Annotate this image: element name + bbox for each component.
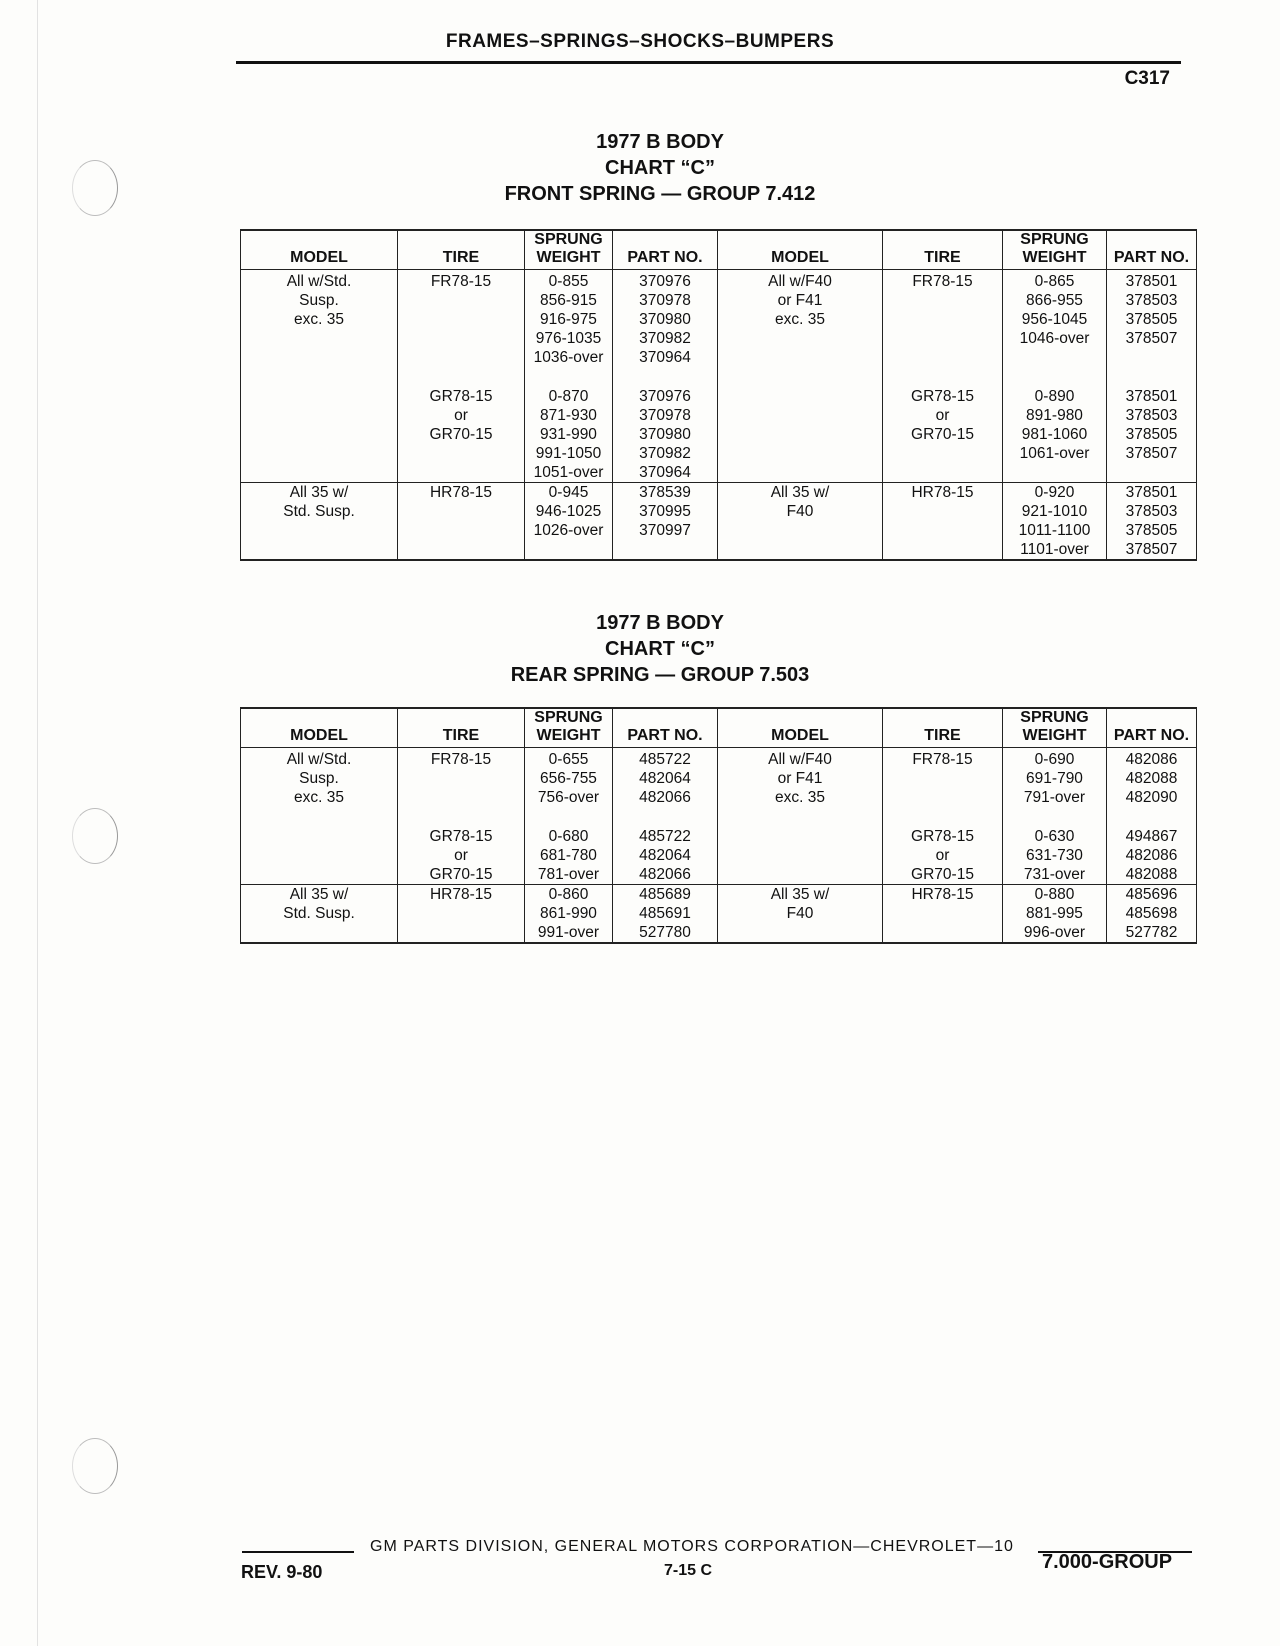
cell-line: 378505 [1125,426,1178,443]
cell-line: All 35 w/ [770,886,830,903]
cell-line: 691-790 [1026,770,1083,787]
cell-left-weight [525,748,613,810]
column-header: PART NO. [1107,230,1197,270]
cell-line: GR78-15 [911,388,974,405]
front-title-line-2: CHART “C” [605,157,715,179]
cell-line: 370976 [639,273,691,290]
column-header: PART NO. [613,230,718,270]
cell-line: 1026-over [533,522,604,539]
cell-right-model [718,748,883,810]
column-header: MODEL [241,230,398,270]
cell-line: 482066 [639,866,691,883]
cell-line: All 35 w/ [289,484,349,501]
cell-line: All w/F40 [768,751,832,768]
cell-line: All 35 w/ [770,484,830,501]
cell-right-tire [883,369,1003,483]
header-row [241,708,1197,748]
cell-line: All w/Std. [286,751,352,768]
cell-line: 956-1045 [1021,311,1088,328]
column-header: TIRE [883,708,1003,748]
cell-line: 370978 [639,292,691,309]
cell-right-model [718,885,883,944]
column-header: MODEL [718,708,883,748]
binder-hole-bottom [72,1438,118,1494]
cell-line: 482064 [639,847,691,864]
table-row [241,809,1197,885]
cell-line: All w/F40 [768,273,832,290]
table-row [241,483,1197,561]
cell-line: 0-890 [1034,388,1075,405]
cell-line: 378507 [1125,330,1178,347]
cell-line: 494867 [1125,828,1178,845]
cell-left-part [613,748,718,810]
cell-right-model [718,809,883,885]
cell-line: 370978 [639,407,691,424]
cell-line: or [935,847,950,864]
cell-line: 0-860 [548,886,589,903]
cell-line: 0-865 [1034,273,1075,290]
cell-right-model [718,369,883,483]
footer-page-number: 7-15 C [664,1562,713,1579]
cell-line: 756-over [537,789,600,806]
column-header: SPRUNG WEIGHT [525,708,613,748]
cell-line: 378503 [1125,503,1178,520]
cell-left-tire [398,809,525,885]
cell-line: 1046-over [1019,330,1090,347]
cell-left-model [241,885,398,944]
cell-right-part [1107,748,1197,810]
front-chart-title [0,129,1280,207]
cell-line: 378505 [1125,311,1178,328]
cell-line: 482064 [639,770,691,787]
cell-line: 0-945 [548,484,589,501]
cell-line: 378503 [1125,407,1178,424]
cell-line: 916-975 [540,311,597,328]
cell-line: 370997 [639,522,691,539]
cell-right-tire [883,270,1003,370]
cell-line: exc. 35 [775,789,825,806]
cell-line: 931-990 [540,426,597,443]
cell-right-weight [1003,885,1107,944]
cell-line: 370976 [639,388,691,405]
cell-line: or F41 [777,770,823,787]
header-row [241,230,1197,270]
cell-line: 482088 [1125,866,1178,883]
cell-line: 0-880 [1034,886,1075,903]
cell-left-weight [525,483,613,561]
cell-line: Susp. [299,292,339,309]
column-header: TIRE [398,708,525,748]
cell-left-tire [398,270,525,370]
cell-left-model [241,270,398,370]
cell-line: HR78-15 [429,484,493,501]
cell-line: exc. 35 [294,789,344,806]
cell-line: All 35 w/ [289,886,349,903]
cell-line: 731-over [1023,866,1086,883]
cell-line: 378507 [1125,445,1178,462]
cell-line: 485691 [639,905,691,922]
cell-line: 0-690 [1034,751,1075,768]
cell-line: 370964 [639,464,691,481]
column-header: SPRUNG WEIGHT [525,230,613,270]
cell-line: GR78-15 [429,828,493,845]
cell-line: F40 [786,905,814,922]
footer-rule-left [242,1551,354,1553]
column-header: SPRUNG WEIGHT [1003,708,1107,748]
cell-line: 485722 [639,751,691,768]
cell-line: 370980 [639,311,691,328]
cell-line: 791-over [1023,789,1086,806]
cell-left-weight [525,885,613,944]
cell-right-part [1107,369,1197,483]
cell-left-tire [398,885,525,944]
cell-line: 781-over [537,866,600,883]
cell-line: 370964 [639,349,691,366]
cell-line: or [454,407,468,424]
cell-right-tire [883,809,1003,885]
cell-line: 370982 [639,445,691,462]
cell-left-model [241,483,398,561]
cell-line: FR78-15 [912,273,973,290]
cell-line: FR78-15 [912,751,973,768]
cell-line: 871-930 [540,407,597,424]
table-row [241,369,1197,483]
column-header: TIRE [883,230,1003,270]
cell-line: All w/Std. [286,273,352,290]
cell-line: 482066 [639,789,691,806]
cell-line: 996-over [1023,924,1086,941]
cell-line: exc. 35 [775,311,825,328]
cell-line: 0-630 [1034,828,1075,845]
cell-line: 0-920 [1034,484,1075,501]
cell-line: 656-755 [540,770,597,787]
column-header: MODEL [241,708,398,748]
cell-line: 0-855 [548,273,589,290]
rear-title-line-3: REAR SPRING — GROUP 7.503 [510,664,810,686]
cell-line: 631-730 [1026,847,1083,864]
cell-line: 976-1035 [535,330,602,347]
cell-line: 482086 [1125,751,1178,768]
cell-line: 378503 [1125,292,1178,309]
cell-line: GR70-15 [429,866,493,883]
cell-line: 378501 [1125,484,1178,501]
cell-left-weight [525,809,613,885]
cell-left-model [241,809,398,885]
cell-right-part [1107,270,1197,370]
cell-line: 482086 [1125,847,1178,864]
binder-hole-middle [72,808,118,864]
cell-left-tire [398,483,525,561]
cell-right-weight [1003,270,1107,370]
cell-line: Std. Susp. [283,503,355,520]
cell-line: 378539 [639,484,691,501]
cell-line: 482090 [1125,789,1178,806]
cell-left-part [613,270,718,370]
column-header: PART NO. [613,708,718,748]
cell-line: 527782 [1125,924,1178,941]
cell-line: 946-1025 [535,503,602,520]
cell-line: 485698 [1125,905,1178,922]
cell-line: HR78-15 [911,484,974,501]
rear-title-line-2: CHART “C” [605,638,715,660]
cell-right-part [1107,809,1197,885]
column-header: PART NO. [1107,708,1197,748]
cell-left-part [613,483,718,561]
cell-line: FR78-15 [430,751,492,768]
cell-line: GR78-15 [429,388,493,405]
cell-right-weight [1003,369,1107,483]
cell-line: 1101-over [1020,541,1089,558]
cell-line: 485696 [1125,886,1178,903]
cell-line: 981-1060 [1021,426,1088,443]
cell-left-part [613,809,718,885]
cell-right-model [718,270,883,370]
cell-left-part [613,369,718,483]
cell-right-tire [883,483,1003,561]
cell-line: 378507 [1125,541,1178,558]
cell-line: GR70-15 [911,866,974,883]
cell-right-weight [1003,809,1107,885]
front-title-line-3: FRONT SPRING — GROUP 7.412 [504,183,816,205]
front-title-line-1: 1977 B BODY [596,131,724,153]
cell-line: 1011-1100 [1018,522,1091,539]
cell-line: exc. 35 [294,311,344,328]
table-row [241,270,1197,370]
cell-line: 485689 [639,886,691,903]
cell-line: 861-990 [540,905,597,922]
cell-left-model [241,369,398,483]
cell-line: 482088 [1125,770,1178,787]
table-row [241,885,1197,944]
cell-line: GR70-15 [911,426,974,443]
cell-line: 1036-over [533,349,604,366]
cell-line: 370995 [639,503,691,520]
cell-line: 0-680 [548,828,589,845]
cell-line: 881-995 [1026,905,1083,922]
cell-line: 378501 [1125,273,1178,290]
column-header: SPRUNG WEIGHT [1003,230,1107,270]
cell-line: 891-980 [1026,407,1083,424]
front-spring-table [240,229,1197,561]
cell-right-weight [1003,483,1107,561]
cell-line: GR78-15 [911,828,974,845]
cell-right-part [1107,483,1197,561]
cell-line: 0-655 [548,751,589,768]
cell-line: or F41 [777,292,823,309]
page-margin-line [37,0,38,1646]
cell-line: 991-over [537,924,600,941]
cell-line: Std. Susp. [283,905,355,922]
cell-line: 0-870 [548,388,589,405]
table-row [241,748,1197,810]
column-header: MODEL [718,230,883,270]
cell-line: 1061-over [1019,445,1090,462]
cell-line: 378505 [1125,522,1178,539]
footer-group: 7.000-GROUP [1042,1551,1173,1573]
cell-line: or [935,407,950,424]
cell-line: 921-1010 [1021,503,1088,520]
rear-chart-title [0,610,1280,688]
cell-line: 527780 [639,924,691,941]
cell-left-part [613,885,718,944]
cell-line: FR78-15 [430,273,492,290]
cell-right-part [1107,885,1197,944]
cell-line: Susp. [299,770,339,787]
cell-line: 991-1050 [535,445,602,462]
cell-right-tire [883,748,1003,810]
cell-right-model [718,483,883,561]
header-rule [236,61,1181,64]
section-title: FRAMES–SPRINGS–SHOCKS–BUMPERS [445,31,835,52]
cell-line: 866-955 [1026,292,1083,309]
rear-title-line-1: 1977 B BODY [596,612,724,634]
cell-left-weight [525,270,613,370]
cell-line: 370980 [639,426,691,443]
cell-line: 485722 [639,828,691,845]
column-header: TIRE [398,230,525,270]
cell-line: 856-915 [540,292,597,309]
page-code: C317 [1124,68,1170,89]
cell-line: GR70-15 [429,426,493,443]
cell-left-weight [525,369,613,483]
cell-line: 378501 [1125,388,1178,405]
cell-line: 681-780 [540,847,597,864]
cell-line: 370982 [639,330,691,347]
cell-line: HR78-15 [429,886,493,903]
cell-right-tire [883,885,1003,944]
cell-left-tire [398,369,525,483]
cell-left-tire [398,748,525,810]
cell-right-weight [1003,748,1107,810]
cell-left-model [241,748,398,810]
cell-line: 1051-over [533,464,604,481]
footer-corporation: GM PARTS DIVISION, GENERAL MOTORS CORPORATION—CHEVROLET—10 [370,1538,1014,1555]
rear-spring-table [240,707,1197,944]
cell-line: F40 [786,503,814,520]
cell-line: or [454,847,468,864]
footer-revision: REV. 9-80 [241,1562,323,1582]
cell-line: HR78-15 [911,886,974,903]
